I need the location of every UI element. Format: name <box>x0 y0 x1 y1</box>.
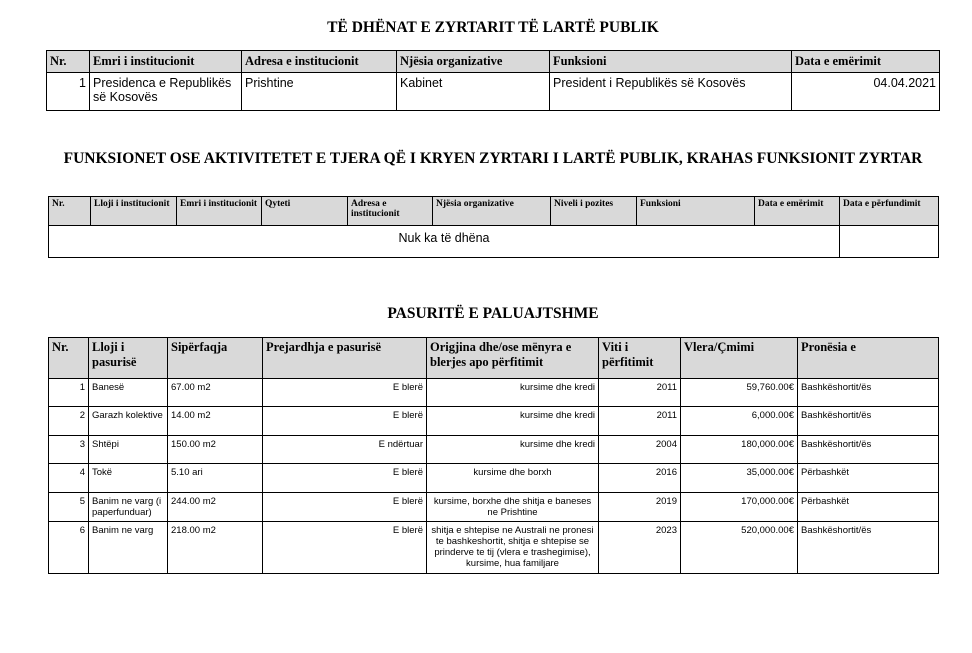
cell-type: Banesë <box>89 379 168 407</box>
col-header-asset-origin: Prejardhja e pasurisë <box>263 338 427 379</box>
cell-type: Banim ne varg (i paperfunduar) <box>89 493 168 522</box>
cell-type: Banim ne varg <box>89 522 168 574</box>
cell-year: 2019 <box>599 493 681 522</box>
cell-nr: 1 <box>47 73 90 111</box>
table-row <box>49 493 939 522</box>
cell-year: 2016 <box>599 464 681 493</box>
cell-method: kursime dhe borxh <box>427 464 599 493</box>
no-data-cell: Nuk ka të dhëna <box>49 226 840 258</box>
col-header-org-unit: Njësia organizative <box>397 51 550 73</box>
cell-ownership: Bashkëshortit/ës <box>798 522 939 574</box>
table-row <box>49 522 939 574</box>
col-header-institution-address: Adresa e institucionit <box>242 51 397 73</box>
cell-ownership: Bashkëshortit/ës <box>798 407 939 436</box>
col-header-end-date: Data e përfundimit <box>840 197 939 226</box>
cell-nr: 2 <box>49 407 89 436</box>
cell-value: 170,000.00€ <box>681 493 798 522</box>
cell-origin: E blerë <box>263 464 427 493</box>
col-header-nr: Nr. <box>49 197 91 226</box>
cell-value: 59,760.00€ <box>681 379 798 407</box>
cell-origin: E blerë <box>263 493 427 522</box>
cell-value: 35,000.00€ <box>681 464 798 493</box>
cell-area: 5.10 ari <box>168 464 263 493</box>
table-header-row <box>49 338 939 379</box>
col-header-function: Funksioni <box>637 197 755 226</box>
col-header-position-level: Niveli i pozites <box>551 197 637 226</box>
table-row <box>49 407 939 436</box>
col-header-institution-address: Adresa e institucionit <box>348 197 433 226</box>
cell-institution: Presidenca e Republikës së Kosovës <box>90 73 242 111</box>
cell-unit: Kabinet <box>397 73 550 111</box>
cell-type: Shtëpi <box>89 436 168 464</box>
col-header-nr: Nr. <box>49 338 89 379</box>
cell-nr: 3 <box>49 436 89 464</box>
official-data-table <box>46 50 940 111</box>
table-row-empty <box>49 226 939 258</box>
cell-ownership: Përbashkët <box>798 464 939 493</box>
cell-area: 218.00 m2 <box>168 522 263 574</box>
cell-method: kursime dhe kredi <box>427 407 599 436</box>
immovable-assets-table <box>48 337 939 574</box>
col-header-institution-type: Lloji i institucionit <box>91 197 177 226</box>
cell-type: Tokë <box>89 464 168 493</box>
col-header-nr: Nr. <box>47 51 90 73</box>
table-header-row <box>49 197 939 226</box>
cell-origin: E blerë <box>263 522 427 574</box>
table-row <box>49 379 939 407</box>
cell-ownership: Përbashkët <box>798 493 939 522</box>
col-header-org-unit: Njësia organizative <box>433 197 551 226</box>
table-row <box>49 464 939 493</box>
cell-year: 2023 <box>599 522 681 574</box>
col-header-institution-name: Emri i institucionit <box>90 51 242 73</box>
cell-area: 14.00 m2 <box>168 407 263 436</box>
col-header-ownership: Pronësia e <box>798 338 939 379</box>
other-functions-table <box>48 196 939 258</box>
col-header-asset-type: Lloji i pasurisë <box>89 338 168 379</box>
cell-method: shitja e shtepise ne Australi ne pronesi te bashkeshortit, shitja e shtepise se prinderve te tij (vlera e trashegimise), kursime, hua familjare <box>427 522 599 574</box>
cell-method: kursime dhe kredi <box>427 436 599 464</box>
col-header-acquisition-year: Viti i përfitimit <box>599 338 681 379</box>
section-title-official-data: TË DHËNAT E ZYRTARIT TË LARTË PUBLIK <box>327 19 659 36</box>
cell-nr: 5 <box>49 493 89 522</box>
cell-method: kursime, borxhe dhe shitja e baneses ne Prishtine <box>427 493 599 522</box>
table-row <box>47 73 940 111</box>
cell-area: 150.00 m2 <box>168 436 263 464</box>
col-header-value: Vlera/Çmimi <box>681 338 798 379</box>
cell-method: kursime dhe kredi <box>427 379 599 407</box>
cell-area: 67.00 m2 <box>168 379 263 407</box>
cell-year: 2011 <box>599 407 681 436</box>
col-header-city: Qyteti <box>262 197 348 226</box>
col-header-appointment-date: Data e emërimit <box>755 197 840 226</box>
col-header-appointment-date: Data e emërimit <box>792 51 940 73</box>
section-title-immovable-assets: PASURITË E PALUAJTSHME <box>387 305 599 322</box>
cell-nr: 1 <box>49 379 89 407</box>
cell-origin: E blerë <box>263 379 427 407</box>
cell-origin: E blerë <box>263 407 427 436</box>
cell-date: 04.04.2021 <box>792 73 940 111</box>
cell-value: 180,000.00€ <box>681 436 798 464</box>
cell-nr: 6 <box>49 522 89 574</box>
section-title-other-functions: FUNKSIONET OSE AKTIVITETET E TJERA QË I KRYEN ZYRTARI I LARTË PUBLIK, KRAHAS FUNKSIONIT ZYRTAR <box>63 150 923 167</box>
empty-cell <box>840 226 939 258</box>
cell-ownership: Bashkëshortit/ës <box>798 379 939 407</box>
col-header-acquisition-method: Origjina dhe/ose mënyra e blerjes apo përfitimit <box>427 338 599 379</box>
cell-year: 2011 <box>599 379 681 407</box>
cell-ownership: Bashkëshortit/ës <box>798 436 939 464</box>
col-header-area: Sipërfaqja <box>168 338 263 379</box>
cell-value: 520,000.00€ <box>681 522 798 574</box>
cell-area: 244.00 m2 <box>168 493 263 522</box>
cell-value: 6,000.00€ <box>681 407 798 436</box>
cell-address: Prishtine <box>242 73 397 111</box>
col-header-institution-name: Emri i institucionit <box>177 197 262 226</box>
cell-type: Garazh kolektive <box>89 407 168 436</box>
col-header-function: Funksioni <box>550 51 792 73</box>
cell-origin: E ndërtuar <box>263 436 427 464</box>
cell-function: President i Republikës së Kosovës <box>550 73 792 111</box>
table-header-row <box>47 51 940 73</box>
table-row <box>49 436 939 464</box>
cell-year: 2004 <box>599 436 681 464</box>
cell-nr: 4 <box>49 464 89 493</box>
